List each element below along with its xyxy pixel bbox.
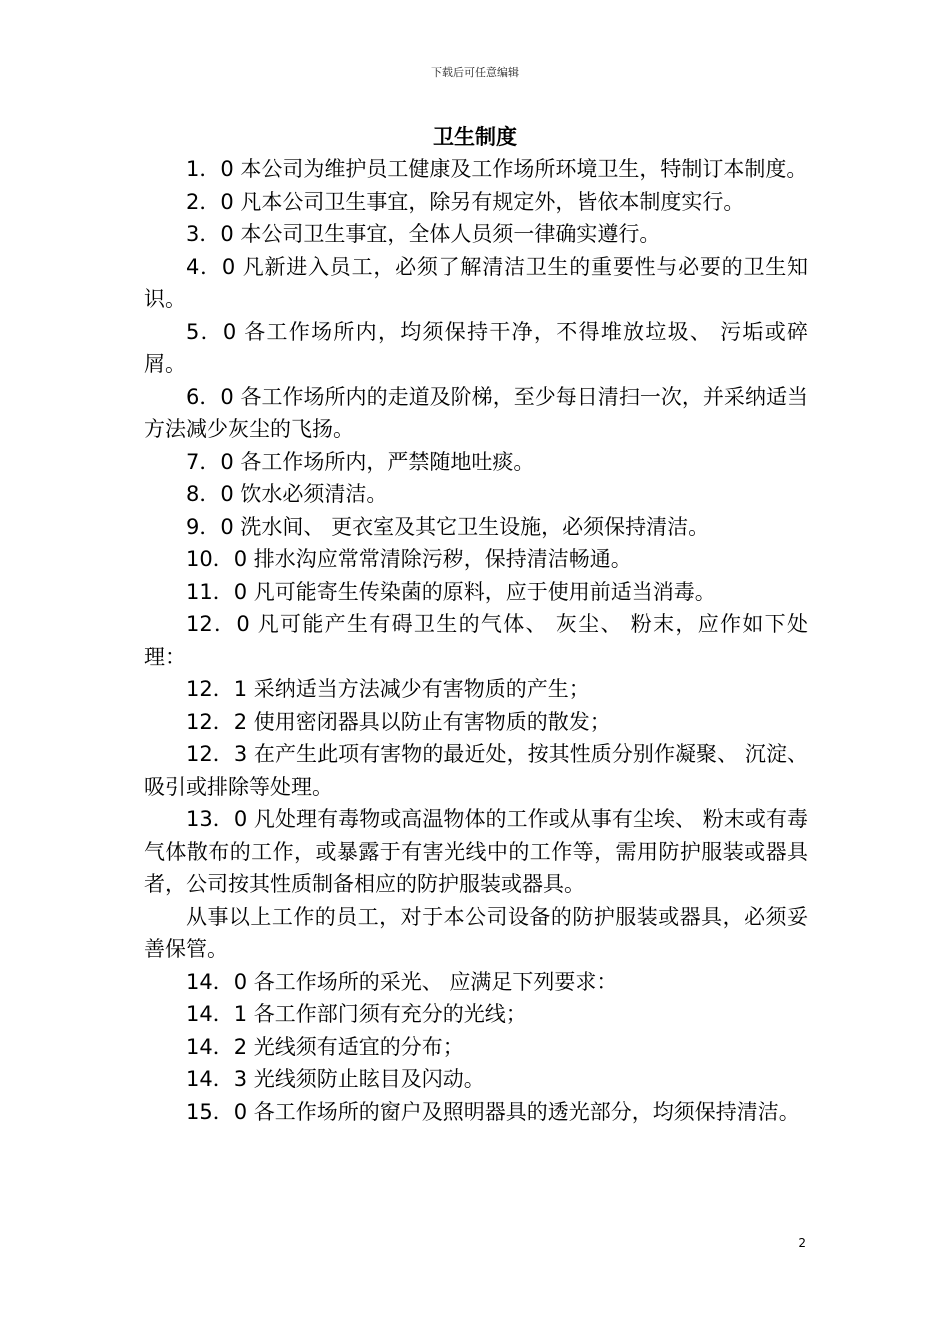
page-header: 下载后可任意编辑 <box>431 66 519 79</box>
paragraph-14-2: 14．2 光线须有适宜的分布； <box>186 1034 464 1059</box>
document-title: 卫生制度 <box>433 125 517 149</box>
page-number: 2 <box>798 1236 806 1250</box>
paragraph-1-0: 1．0 本公司为维护员工健康及工作场所环境卫生，特制订本制度。 <box>186 157 808 181</box>
paragraph-12-1: 12．1 采纳适当方法减少有害物质的产生； <box>186 677 590 701</box>
paragraph-14-0: 14．0 各工作场所的采光、 应满足下列要求： <box>186 969 618 994</box>
paragraph-13-note: 从事以上工作的员工，对于本公司设备的防护服装或器具，必须妥善保管。 <box>144 904 808 961</box>
paragraph-14-1: 14．1 各工作部门须有充分的光线； <box>186 1002 527 1026</box>
paragraph-11-0: 11．0 凡可能寄生传染菌的原料，应于使用前适当消毒。 <box>186 579 716 604</box>
paragraph-4-0: 4．0 凡新进入员工，必须了解清洁卫生的重要性与必要的卫生知识。 <box>144 254 808 311</box>
paragraph-14-3: 14．3 光线须防止眩目及闪动。 <box>186 1067 485 1091</box>
paragraph-8-0: 8．0 饮水必须清洁。 <box>186 482 388 506</box>
paragraph-10-0: 10．0 排水沟应常常清除污秽，保持清洁畅通。 <box>186 547 632 571</box>
paragraph-15-0: 15．0 各工作场所的窗户及照明器具的透光部分，均须保持清洁。 <box>186 1099 800 1124</box>
paragraph-12-0: 12．0 凡可能产生有碍卫生的气体、 灰尘、 粉末，应作如下处理： <box>144 612 808 669</box>
paragraph-3-0: 3．0 本公司卫生事宜，全体人员须一律确实遵行。 <box>186 222 661 246</box>
paragraph-6-0: 6．0 各工作场所内的走道及阶梯，至少每日清扫一次，并采纳适当方法减少灰尘的飞扬。 <box>144 384 808 441</box>
paragraph-7-0: 7．0 各工作场所内，严禁随地吐痰。 <box>186 449 535 474</box>
paragraph-9-0: 9．0 洗水间、 更衣室及其它卫生设施，必须保持清洁。 <box>186 514 710 539</box>
paragraph-5-0: 5．0 各工作场所内，均须保持干净，不得堆放垃圾、 污垢或碎屑。 <box>144 319 808 376</box>
paragraph-13-0: 13．0 凡处理有毒物或高温物体的工作或从事有尘埃、 粉末或有毒气体散布的工作，或暴露于有害光线中的工作等，需用防护服装或器具者，公司按其性质制备相应的防护服装或器具。 <box>144 807 808 896</box>
paragraph-2-0: 2．0 凡本公司卫生事宜，除另有规定外，皆依本制度实行。 <box>186 189 745 214</box>
document-body <box>144 153 808 1128</box>
paragraph-12-3: 12．3 在产生此项有害物的最近处，按其性质分别作凝聚、 沉淀、 吸引或排除等处理。 <box>144 742 808 799</box>
paragraph-12-2: 12．2 使用密闭器具以防止有害物质的散发； <box>186 709 611 734</box>
